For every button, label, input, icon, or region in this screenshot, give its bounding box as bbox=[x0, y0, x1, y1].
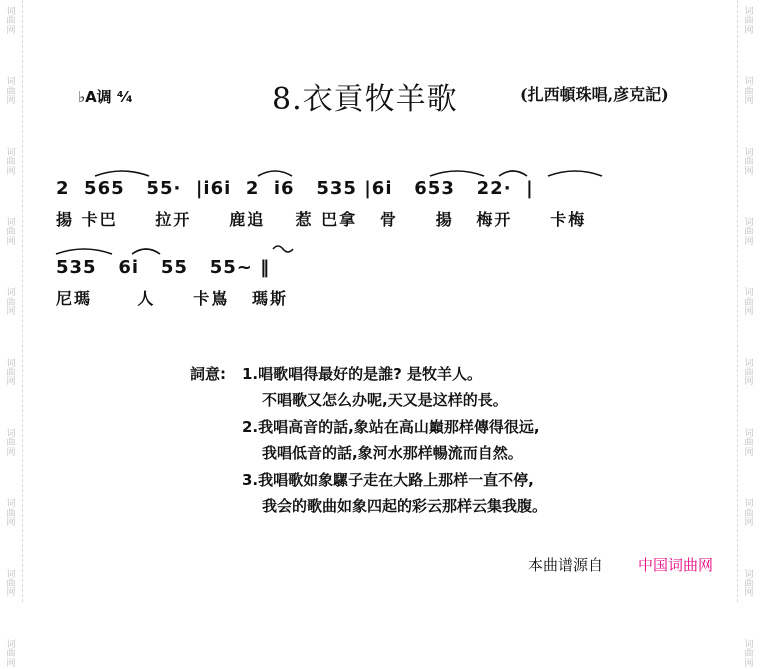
site-link[interactable]: 中国词曲网 bbox=[638, 556, 714, 574]
watermark-char: 词 bbox=[6, 639, 16, 650]
watermark-char: 曲 bbox=[744, 227, 754, 238]
watermark-char: 网 bbox=[744, 25, 754, 36]
notation-line-1: 2 565 55· |i6i 2 i6 535 |6i 653 22· | bbox=[56, 178, 534, 199]
slur bbox=[548, 171, 602, 176]
watermark-char: 网 bbox=[744, 588, 754, 599]
watermark-char: 网 bbox=[6, 588, 16, 599]
watermark-char: 曲 bbox=[744, 16, 754, 27]
watermark-char: 网 bbox=[6, 236, 16, 247]
watermark-char: 网 bbox=[744, 236, 754, 247]
slur bbox=[430, 171, 484, 176]
watermark-char: 词 bbox=[744, 288, 754, 299]
slur bbox=[132, 249, 160, 254]
watermark-char: 网 bbox=[744, 447, 754, 458]
watermark-char: 词 bbox=[6, 358, 16, 369]
verse-line: 不唱歌又怎么办呢,天又是这样的長。 bbox=[262, 391, 508, 409]
watermark-char: 曲 bbox=[6, 297, 16, 308]
notation-line-2: 535 6i 55 55~ ‖ bbox=[56, 257, 271, 278]
watermark-char: 曲 bbox=[6, 86, 16, 97]
watermark-char: 曲 bbox=[6, 368, 16, 378]
watermark-char: 曲 bbox=[744, 368, 754, 378]
song-credit: (扎西頓珠唱,彦克記) bbox=[520, 85, 669, 104]
watermark-char: 网 bbox=[744, 96, 754, 107]
watermark-group bbox=[744, 641, 753, 669]
watermark-char: 词 bbox=[6, 217, 16, 228]
watermark-char: 曲 bbox=[744, 297, 754, 308]
watermark-char: 词 bbox=[6, 428, 16, 439]
watermark-char: 词 bbox=[744, 7, 754, 17]
slur bbox=[499, 171, 527, 176]
watermark-char: 词 bbox=[744, 428, 754, 439]
watermark-char: 词 bbox=[744, 217, 754, 228]
vibrato-mark bbox=[273, 246, 293, 252]
verse-line: 我会的歌曲如象四起的彩云那样云集我腹。 bbox=[262, 497, 548, 515]
watermark-char: 曲 bbox=[6, 578, 16, 589]
watermark-char: 曲 bbox=[6, 227, 16, 238]
watermark-char: 网 bbox=[6, 166, 16, 177]
watermark-char: 词 bbox=[744, 77, 754, 88]
watermark-char: 词 bbox=[6, 288, 16, 299]
watermark-char: 词 bbox=[6, 499, 16, 510]
slur bbox=[56, 249, 112, 254]
watermark-char: 词 bbox=[744, 569, 754, 580]
watermark-char: 曲 bbox=[6, 508, 16, 519]
watermark-char: 网 bbox=[744, 307, 754, 318]
watermark-char: 网 bbox=[6, 518, 16, 529]
watermark-char: 词 bbox=[6, 147, 16, 158]
watermark-char: 曲 bbox=[744, 86, 754, 97]
verse-line: 2.我唱高音的話,象站在高山巔那样傳得很远, bbox=[242, 418, 540, 436]
ci-yi-label: 詞意: bbox=[190, 365, 226, 383]
watermark-char: 网 bbox=[6, 447, 16, 458]
watermark-char: 曲 bbox=[744, 649, 754, 660]
watermark-char: 网 bbox=[6, 25, 16, 36]
slur bbox=[95, 171, 149, 176]
watermark-char: 词 bbox=[744, 499, 754, 510]
verse-line: 3.我唱歌如象騾子走在大路上那样一直不停, bbox=[242, 471, 534, 489]
watermark-char: 曲 bbox=[744, 157, 754, 168]
watermark-char: 词 bbox=[6, 7, 16, 17]
watermark-char: 曲 bbox=[6, 438, 16, 449]
watermark-char: 曲 bbox=[6, 649, 16, 660]
watermark-char: 词 bbox=[744, 147, 754, 158]
watermark-char: 网 bbox=[744, 658, 754, 669]
key-signature: ♭A调 ⁴⁄₄ bbox=[78, 88, 133, 106]
watermark-char: 曲 bbox=[6, 16, 16, 27]
watermark-char: 曲 bbox=[744, 438, 754, 449]
lyrics-line-1: 揚 卡巴 拉开 鹿追 惹 巴拿 骨 揚 梅开 卡梅 bbox=[56, 210, 587, 229]
slur bbox=[258, 171, 292, 176]
watermark-char: 网 bbox=[6, 658, 16, 669]
watermark-char: 网 bbox=[6, 96, 16, 107]
source-text: 本曲谱源自 bbox=[528, 556, 604, 574]
watermark-char: 词 bbox=[744, 639, 754, 650]
lyrics-line-2: 尼瑪 人 卡嶌 瑪斯 bbox=[56, 289, 288, 308]
watermark-char: 网 bbox=[744, 518, 754, 529]
watermark-char: 网 bbox=[744, 166, 754, 177]
watermark-char: 词 bbox=[6, 569, 16, 580]
watermark-char: 词 bbox=[744, 358, 754, 369]
song-title: 8.衣貢牧羊歌 bbox=[272, 82, 458, 117]
verse-line: 1.唱歌唱得最好的是誰? 是牧羊人。 bbox=[242, 365, 483, 383]
watermark-char: 曲 bbox=[6, 157, 16, 168]
watermark-char: 网 bbox=[744, 377, 754, 388]
watermark-char: 词 bbox=[6, 77, 16, 88]
watermark-char: 网 bbox=[6, 377, 16, 388]
verse-line: 我唱低音的話,象河水那样暢流而自然。 bbox=[262, 444, 523, 462]
watermark-char: 曲 bbox=[744, 508, 754, 519]
watermark-char: 曲 bbox=[744, 578, 754, 589]
watermark-group bbox=[6, 641, 15, 669]
watermark-char: 网 bbox=[6, 307, 16, 318]
